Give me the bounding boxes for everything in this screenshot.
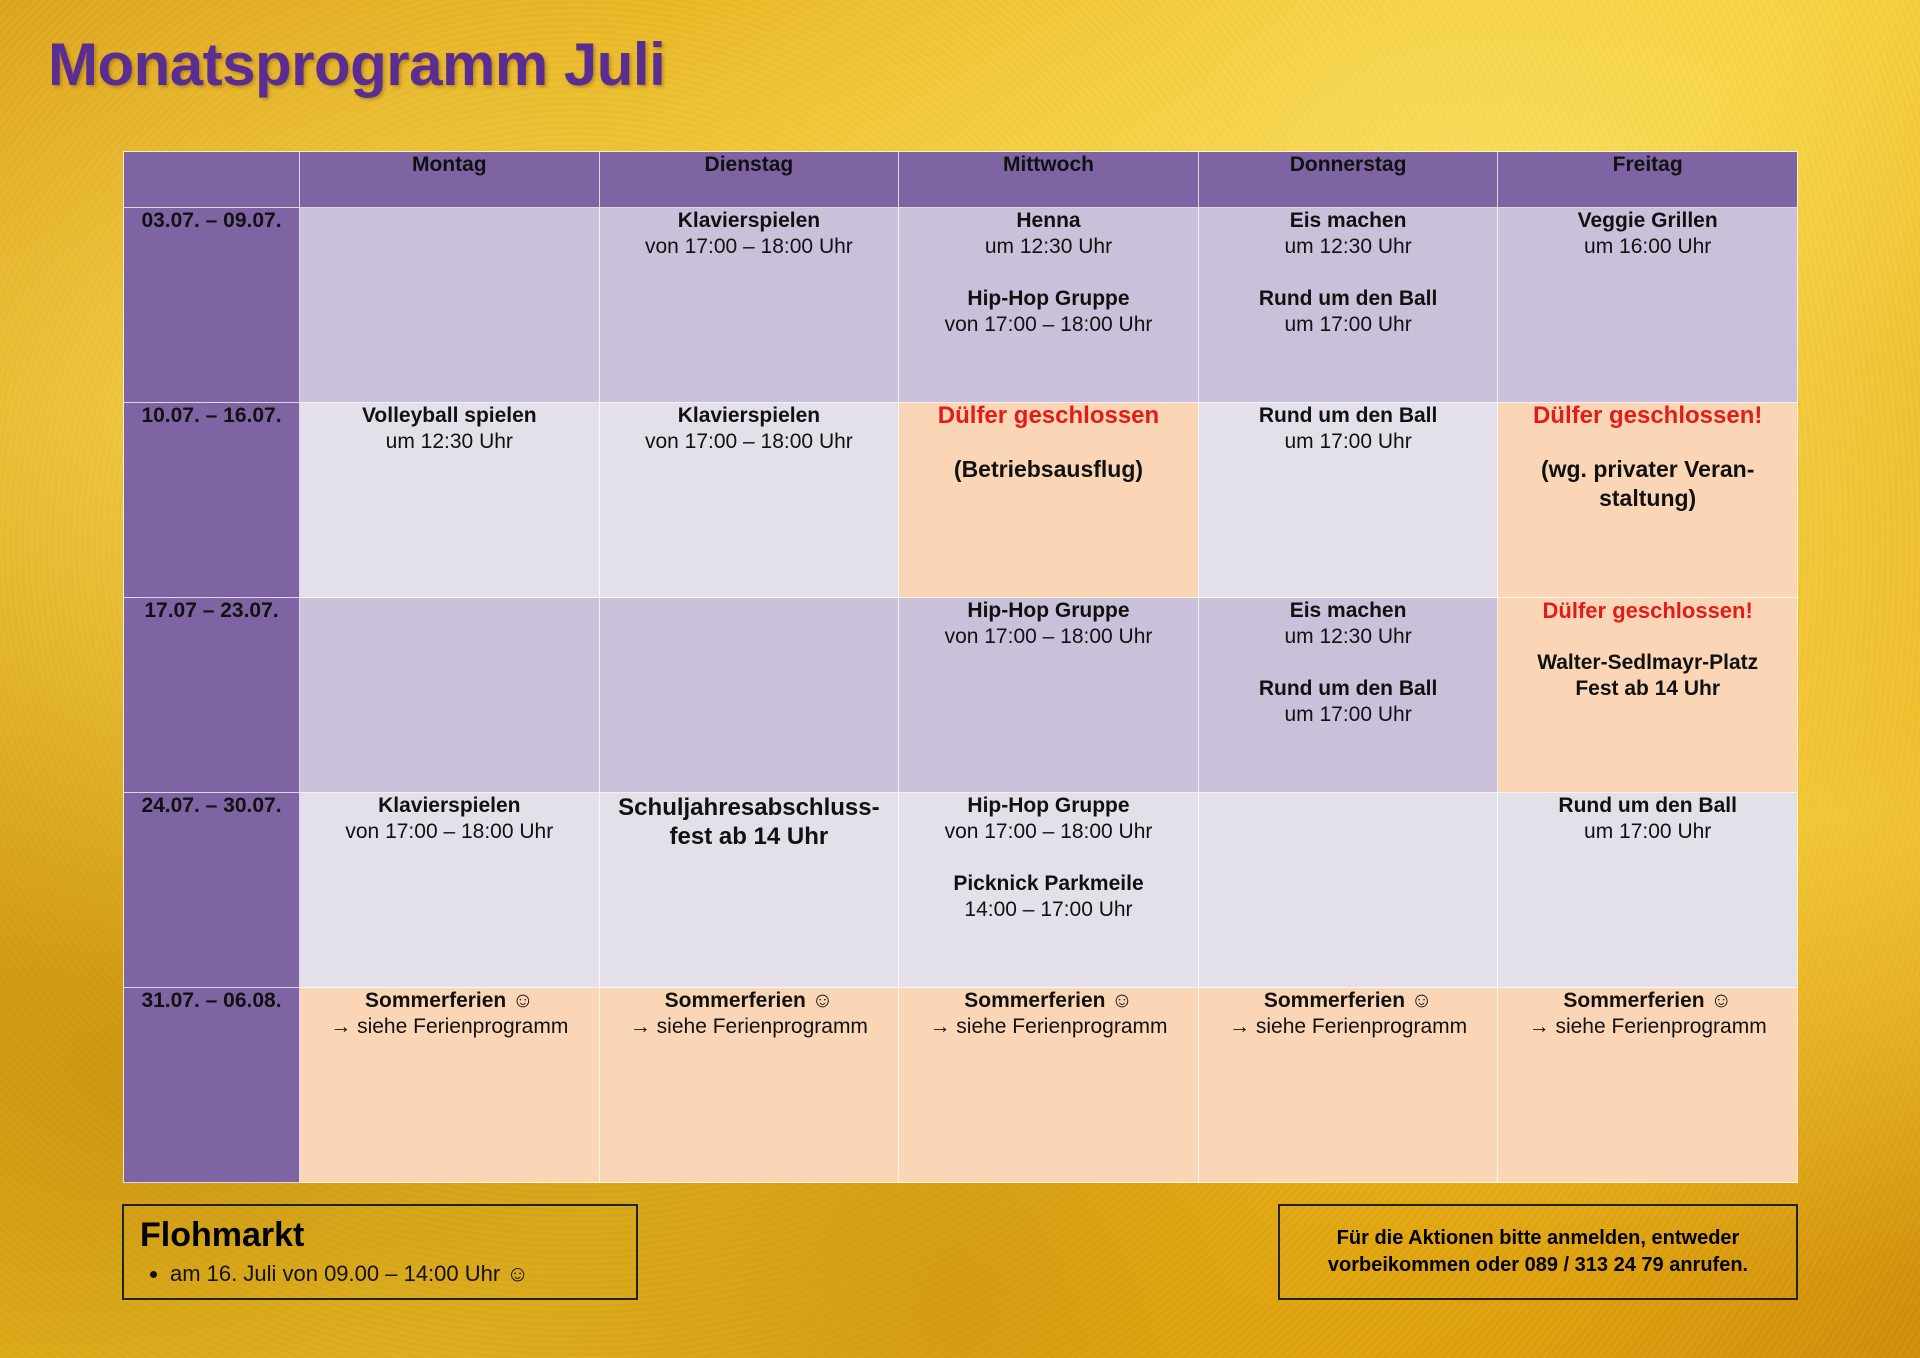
day-header-mittwoch: Mittwoch xyxy=(899,152,1199,208)
schedule-cell xyxy=(899,793,1199,988)
schedule-table xyxy=(123,151,1798,1183)
week-range: 10.07. – 16.07. xyxy=(124,403,300,598)
flohmarkt-item: • am 16. Juli von 09.00 – 14:00 Uhr ☺ xyxy=(170,1260,620,1288)
event-time: um 17:00 Uhr xyxy=(1284,703,1412,726)
schedule-cell xyxy=(1498,208,1798,403)
closed-notice: Dülfer geschlossen xyxy=(937,402,1160,429)
page-title: Monatsprogramm Juli xyxy=(48,31,666,98)
event xyxy=(1199,208,1498,260)
schedule-cell-closed xyxy=(1498,598,1798,793)
event xyxy=(600,208,899,260)
event-time: 14:00 – 17:00 Uhr xyxy=(964,898,1133,921)
event-name: Sommerferien ☺ xyxy=(1563,989,1732,1012)
event xyxy=(899,598,1198,650)
event-time: um 12:30 Uhr xyxy=(385,430,513,453)
event-name: Klavierspielen xyxy=(677,404,821,427)
schedule-cell xyxy=(1498,988,1798,1183)
event-name: Eis machen xyxy=(1289,599,1407,622)
schedule-cell xyxy=(599,598,899,793)
week-row xyxy=(124,793,1798,988)
event xyxy=(899,988,1198,1040)
event-name: fest ab 14 Uhr xyxy=(669,823,829,850)
week-row xyxy=(124,988,1798,1183)
event-time: um 17:00 Uhr xyxy=(1284,313,1412,336)
schedule-cell xyxy=(599,208,899,403)
event xyxy=(1498,988,1797,1040)
event xyxy=(1199,676,1498,728)
event xyxy=(1498,650,1797,702)
event-name: Rund um den Ball xyxy=(1258,404,1438,427)
week-column-header xyxy=(124,152,300,208)
info-box xyxy=(1278,1204,1798,1300)
day-header-donnerstag: Donnerstag xyxy=(1198,152,1498,208)
event xyxy=(899,871,1198,923)
event-time: → siehe Ferienprogramm xyxy=(929,1015,1168,1038)
schedule-cell xyxy=(899,208,1199,403)
event xyxy=(300,988,599,1040)
event-name: Klavierspielen xyxy=(378,794,521,817)
event-name: Hip-Hop Gruppe xyxy=(967,794,1130,817)
schedule-cell xyxy=(1198,208,1498,403)
schedule-cell xyxy=(1198,988,1498,1183)
schedule-cell xyxy=(899,598,1199,793)
event-time: Fest ab 14 Uhr xyxy=(1575,677,1721,700)
event-time: von 17:00 – 18:00 Uhr xyxy=(345,820,554,843)
event-name: Sommerferien ☺ xyxy=(664,989,834,1012)
event-name: Sommerferien ☺ xyxy=(365,989,534,1012)
event-name: Sommerferien ☺ xyxy=(1263,989,1433,1012)
week-row xyxy=(124,208,1798,403)
flohmarkt-box xyxy=(122,1204,638,1300)
event-name: Volleyball spielen xyxy=(361,404,537,427)
closed-reason: (Betriebsausflug) xyxy=(953,456,1144,482)
schedule-cell xyxy=(599,988,899,1183)
event xyxy=(899,286,1198,338)
event-name: Eis machen xyxy=(1289,209,1407,232)
schedule-cell xyxy=(599,793,899,988)
week-range: 17.07 – 23.07. xyxy=(124,598,300,793)
event xyxy=(1199,598,1498,650)
schedule-cell xyxy=(300,988,600,1183)
event-name: Rund um den Ball xyxy=(1258,677,1438,700)
event-time: von 17:00 – 18:00 Uhr xyxy=(944,625,1153,648)
closed-reason: (wg. privater Veran-staltung) xyxy=(1540,456,1755,511)
schedule-cell xyxy=(1498,793,1798,988)
schedule-cell xyxy=(300,403,600,598)
event-time: um 16:00 Uhr xyxy=(1584,235,1712,258)
week-range: 03.07. – 09.07. xyxy=(124,208,300,403)
event-time: → siehe Ferienprogramm xyxy=(330,1015,569,1038)
flohmarkt-list xyxy=(140,1260,620,1288)
event-time: um 12:30 Uhr xyxy=(1284,235,1412,258)
schedule-cell xyxy=(300,208,600,403)
event-time: um 17:00 Uhr xyxy=(1584,820,1712,843)
event-name: Sommerferien ☺ xyxy=(964,989,1133,1012)
schedule-cell xyxy=(300,598,600,793)
event xyxy=(899,793,1198,845)
info-line: Für die Aktionen bitte anmelden, entweder xyxy=(1336,1227,1740,1249)
event xyxy=(300,793,599,845)
event xyxy=(1199,403,1498,455)
event-time: um 17:00 Uhr xyxy=(1284,430,1412,453)
flohmarkt-heading: Flohmarkt xyxy=(140,1216,305,1254)
event-name: Hip-Hop Gruppe xyxy=(967,599,1130,622)
event xyxy=(1498,793,1797,845)
event-time: → siehe Ferienprogramm xyxy=(629,1015,868,1038)
event-name: Hip-Hop Gruppe xyxy=(967,287,1130,310)
event xyxy=(600,988,899,1040)
event-time: von 17:00 – 18:00 Uhr xyxy=(644,235,853,258)
schedule-cell xyxy=(899,988,1199,1183)
info-line: vorbeikommen oder 089 / 313 24 79 anrufen. xyxy=(1327,1254,1749,1276)
day-header-montag: Montag xyxy=(300,152,600,208)
event-time: um 12:30 Uhr xyxy=(1284,625,1412,648)
week-range: 24.07. – 30.07. xyxy=(124,793,300,988)
schedule-cell xyxy=(300,793,600,988)
event-name: Picknick Parkmeile xyxy=(953,872,1144,895)
week-row xyxy=(124,598,1798,793)
event-time: von 17:00 – 18:00 Uhr xyxy=(944,820,1153,843)
week-row xyxy=(124,403,1798,598)
event-name: Rund um den Ball xyxy=(1558,794,1737,817)
event-name: Klavierspielen xyxy=(677,209,821,232)
event-time: von 17:00 – 18:00 Uhr xyxy=(644,430,853,453)
event-time: → siehe Ferienprogramm xyxy=(1229,1015,1468,1038)
header-row xyxy=(124,152,1798,208)
event xyxy=(300,403,599,455)
closed-notice: Dülfer geschlossen! xyxy=(1542,598,1753,623)
event xyxy=(1199,988,1498,1040)
event-time: → siehe Ferienprogramm xyxy=(1528,1015,1767,1038)
event xyxy=(899,208,1198,260)
event-name: Veggie Grillen xyxy=(1577,209,1718,232)
schedule-cell xyxy=(1198,598,1498,793)
closed-notice: Dülfer geschlossen! xyxy=(1532,402,1763,429)
event-name: Schuljahresabschluss- xyxy=(618,794,880,821)
event-time: um 12:30 Uhr xyxy=(984,235,1113,258)
schedule-cell xyxy=(599,403,899,598)
event-name: Walter-Sedlmayr-Platz xyxy=(1537,651,1759,674)
event xyxy=(600,403,899,455)
schedule-cell xyxy=(1198,793,1498,988)
schedule-cell-closed xyxy=(1498,403,1798,598)
day-header-dienstag: Dienstag xyxy=(599,152,899,208)
event xyxy=(1498,208,1797,260)
event xyxy=(1199,286,1498,338)
event-name: Rund um den Ball xyxy=(1258,287,1438,310)
schedule-cell xyxy=(1198,403,1498,598)
event-time: von 17:00 – 18:00 Uhr xyxy=(944,313,1153,336)
schedule-cell-closed xyxy=(899,403,1199,598)
event-name: Henna xyxy=(1016,209,1081,232)
week-range: 31.07. – 06.08. xyxy=(124,988,300,1183)
day-header-freitag: Freitag xyxy=(1498,152,1798,208)
